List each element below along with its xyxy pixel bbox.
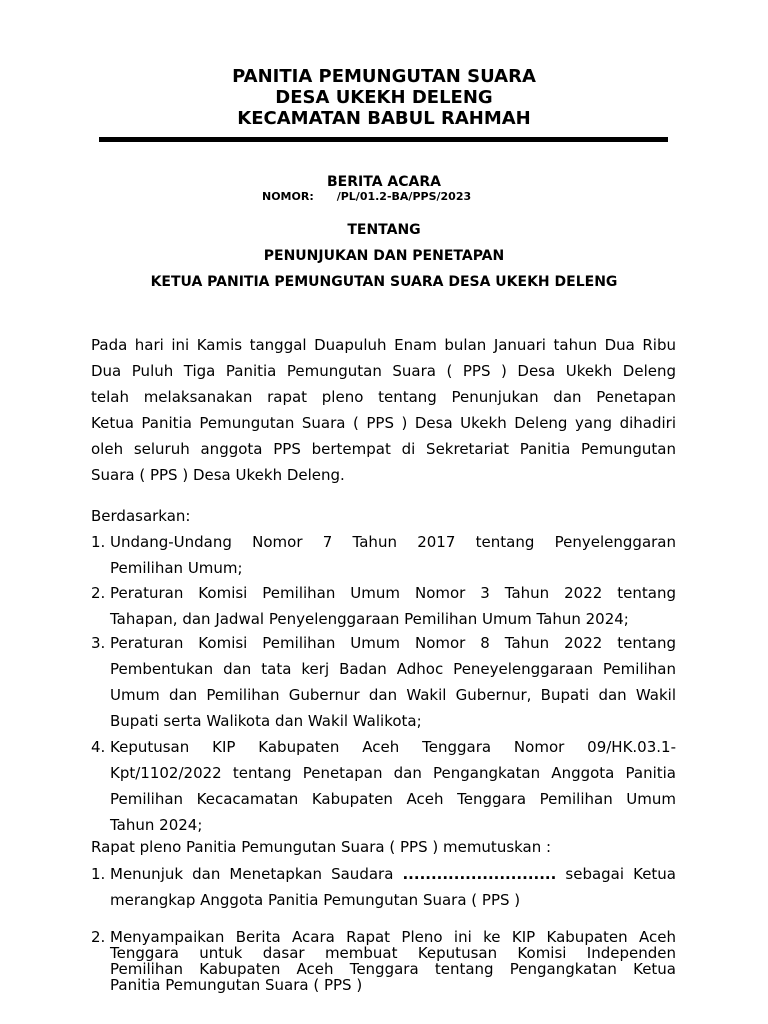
list-line: Pembentukan dan tata kerj Badan Adhoc Peneyelenggaraan Pemilihan	[110, 660, 676, 678]
decision-line	[110, 861, 676, 887]
doc-title: BERITA ACARA	[327, 174, 441, 190]
list-number: 1.	[91, 865, 106, 883]
opening-line: telah melaksanakan rapat pleno tentang Penunjukan dan Penetapan	[91, 388, 676, 406]
list-line: Umum dan Pemilihan Gubernur dan Wakil Gubernur, Bupati dan Wakil	[110, 686, 676, 704]
list-number: 2.	[91, 928, 106, 946]
opening-line: Ketua Panitia Pemungutan Suara ( PPS ) Desa Ukekh Deleng yang dihadiri	[91, 414, 676, 432]
header-line-3: KECAMATAN BABUL RAHMAH	[237, 108, 531, 129]
list-number: 2.	[91, 584, 106, 602]
list-number: 1.	[91, 533, 106, 551]
berdasarkan-label: Berdasarkan:	[91, 507, 191, 525]
decision-line: Tenggara untuk dasar membuat Keputusan Komisi Independen	[110, 944, 676, 962]
decision-line: merangkap Anggota Panitia Pemungutan Suara ( PPS )	[110, 891, 521, 909]
list-line: Peraturan Komisi Pemilihan Umum Nomor 8 Tahun 2022 tentang	[110, 634, 676, 652]
nomor-value: /PL/01.2-BA/PPS/2023	[336, 190, 472, 203]
subject-line-2: KETUA PANITIA PEMUNGUTAN SUARA DESA UKEKH DELENG	[150, 274, 618, 290]
name-blank: ...........................	[402, 865, 557, 883]
list-line: Bupati serta Walikota dan Wakil Walikota;	[110, 712, 422, 730]
nomor-label: NOMOR:	[262, 190, 314, 203]
header-line-1: PANITIA PEMUNGUTAN SUARA	[232, 66, 536, 87]
decision-intro: Rapat pleno Panitia Pemungutan Suara ( PPS ) memutuskan :	[91, 838, 552, 856]
list-line: Tahun 2024;	[110, 816, 203, 834]
doc-number	[262, 190, 471, 204]
opening-line: Pada hari ini Kamis tanggal Duapuluh Enam bulan Januari tahun Dua Ribu	[91, 336, 676, 354]
subject-line-1: PENUNJUKAN DAN PENETAPAN	[263, 248, 505, 264]
opening-paragraph	[91, 332, 676, 488]
tentang-label: TENTANG	[347, 222, 421, 238]
list-number: 4.	[91, 738, 106, 756]
opening-line: Dua Puluh Tiga Panitia Pemungutan Suara ( PPS ) Desa Ukekh Deleng	[91, 362, 676, 380]
list-line: Pemilihan Kecacamatan Kabupaten Aceh Tenggara Pemilihan Umum	[110, 790, 676, 808]
decision-line: Menyampaikan Berita Acara Rapat Pleno ini ke KIP Kabupaten Aceh	[110, 928, 676, 946]
decision-text: Menunjuk dan Menetapkan Saudara	[110, 865, 403, 883]
header-line-2: DESA UKEKH DELENG	[275, 87, 493, 108]
opening-line: oleh seluruh anggota PPS bertempat di Sekretariat Panitia Pemungutan	[91, 440, 676, 458]
list-line: Pemilihan Umum;	[110, 559, 243, 577]
list-line: Peraturan Komisi Pemilihan Umum Nomor 3 Tahun 2022 tentang	[110, 584, 676, 602]
header-divider	[99, 137, 668, 142]
list-line: Tahapan, dan Jadwal Penyelenggaraan Pemilihan Umum Tahun 2024;	[110, 610, 629, 628]
list-line: Kpt/1102/2022 tentang Penetapan dan Pengangkatan Anggota Panitia	[110, 764, 676, 782]
decision-text: sebagai Ketua	[556, 865, 676, 883]
list-number: 3.	[91, 634, 106, 652]
opening-line: Suara ( PPS ) Desa Ukekh Deleng.	[91, 466, 345, 484]
list-line: Keputusan KIP Kabupaten Aceh Tenggara Nomor 09/HK.03.1-	[110, 738, 676, 756]
decision-line: Pemilihan Kabupaten Aceh Tenggara tentang Pengangkatan Ketua	[110, 960, 676, 978]
list-line: Undang-Undang Nomor 7 Tahun 2017 tentang Penyelenggaran	[110, 533, 676, 551]
decision-line: Panitia Pemungutan Suara ( PPS )	[110, 976, 363, 994]
